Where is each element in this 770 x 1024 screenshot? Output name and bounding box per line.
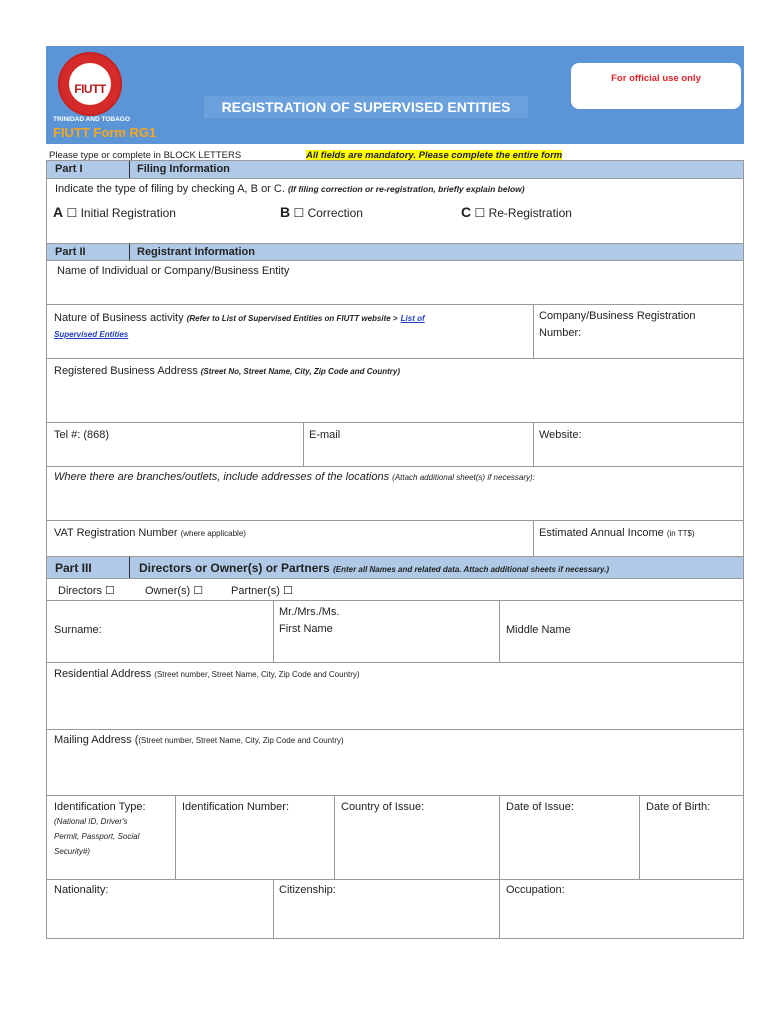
owners-checkbox[interactable]: Owner(s) ☐ (145, 585, 204, 597)
option-a[interactable]: A ☐ Initial Registration (53, 204, 176, 220)
official-use-label: For official use only (611, 73, 701, 84)
country-issue-label: Country of Issue: (341, 801, 425, 813)
part2-label: Part II (55, 246, 86, 258)
directors-checkbox[interactable]: Directors ☐ (58, 585, 115, 597)
tel-label: Tel #: (868) (54, 429, 110, 441)
official-use-box (571, 63, 741, 109)
part1-heading: Filing Information (137, 163, 230, 175)
option-c-checkbox[interactable]: ☐ (474, 206, 486, 220)
entity-name-field[interactable] (47, 279, 743, 303)
id-number-label: Identification Number: (182, 801, 289, 813)
logo-text: FIUTT (74, 82, 106, 96)
option-b-checkbox[interactable]: ☐ (293, 206, 305, 220)
option-b[interactable]: B ☐ Correction (280, 204, 363, 220)
registration-number-label-2: Number: (539, 327, 582, 339)
date-issue-label: Date of Issue: (506, 801, 574, 813)
nature-business-label: Nature of Business activity (Refer to List of Supervised Entities on FIUTT website > List of (54, 312, 425, 324)
part2-heading: Registrant Information (137, 246, 255, 258)
branches-field[interactable] (47, 486, 743, 520)
website-label: Website: (539, 429, 582, 441)
residential-address-field[interactable] (47, 683, 743, 727)
registration-form (46, 46, 744, 939)
option-a-checkbox[interactable]: ☐ (66, 206, 78, 220)
business-address-field[interactable] (47, 381, 743, 421)
supervised-entities-link-2[interactable]: Supervised Entities (54, 330, 129, 339)
country-label: TRINIDAD AND TOBAGO (53, 116, 130, 123)
id-type-label: Identification Type: (54, 801, 146, 813)
form-code: FIUTT Form RG1 (53, 125, 157, 140)
partners-checkbox[interactable]: Partner(s) ☐ (231, 585, 293, 597)
form-title: REGISTRATION OF SUPERVISED ENTITIES (204, 96, 528, 118)
mandatory-notice: All fields are mandatory. Please complete the entire form (306, 150, 563, 161)
form-grid: Part I Filing Information Indicate the type of filing by checking A, B or C. (If filing correction or re-registration, briefly explain below) A ☐ Initial Registration B ☐ Correction C ☐ Re-Registration Part II Registrant Information Name of Individual or Company/Business Entity Nature of Business activity (Refer to List of Supervised Entities on FIUTT website > List of Supervised Entities Company/Business Registration Number: Registered Business Address (Street No, Street Name, City, Zip Code and Country) Tel #: (868) E-mail Website: Where there are branches/outlets, include addresses of the locations (Attach additional sheet(s) if necessary): VAT Registration Number (where applicable) Estimated Annual Income (in TT$) Part III Directors or Owner(s) or Partners (Enter all Names and related data. Attach additional sheets if necessary.) Directors ☐ Owner(s) ☐ Partner(s) ☐ Surname: Mr./Mrs./Ms. First Name Middle Name Residential Address (Street number, Street Name, City, Zip Code and Country) Mailing Address ((Street number, Street Name, City, Zip Code and Country) Identification Type: (National ID, Driver's Permit, Passport, Social Security#) Identification Number: Country of Issue: Date of Issue: Date of Birth: Nationality: Citizenship: Occupation: (46, 160, 744, 939)
residential-address-label: Residential Address (Street number, Street Name, City, Zip Code and Country) (54, 668, 360, 680)
form-header (46, 46, 744, 144)
supervised-entities-link-1[interactable]: List of (400, 314, 425, 323)
mailing-address-field[interactable] (47, 749, 743, 793)
block-letters-instruction: Please type or complete in BLOCK LETTERS (49, 150, 242, 161)
surname-label: Surname: (54, 624, 102, 636)
mailing-address-label: Mailing Address ((Street number, Street Name, City, Zip Code and Country) (54, 734, 344, 746)
middle-name-label: Middle Name (506, 624, 571, 636)
fiutt-logo (58, 52, 122, 116)
income-label: Estimated Annual Income (in TT$) (539, 527, 695, 539)
part3-label: Part III (55, 561, 92, 575)
nationality-label: Nationality: (54, 884, 109, 896)
part3-heading: Directors or Owner(s) or Partners (Enter all Names and related data. Attach additional sheets if necessary.) (139, 561, 610, 575)
dob-label: Date of Birth: (646, 801, 711, 813)
first-name-label: First Name (279, 623, 333, 635)
business-address-label: Registered Business Address (Street No, Street Name, City, Zip Code and Country) (54, 365, 401, 377)
branches-label: Where there are branches/outlets, include addresses of the locations (Attach additional sheet(s) if necessary): (54, 471, 535, 483)
option-c[interactable]: C ☐ Re-Registration (461, 204, 572, 220)
registration-number-label: Company/Business Registration (539, 310, 696, 322)
title-label: Mr./Mrs./Ms. (279, 606, 340, 618)
part1-label: Part I (55, 163, 83, 175)
filing-instruction: Indicate the type of filing by checking A, B or C. (If filing correction or re-registration, briefly explain below) (55, 183, 525, 195)
vat-label: VAT Registration Number (where applicable) (54, 527, 246, 539)
citizenship-label: Citizenship: (279, 884, 336, 896)
entity-name-label: Name of Individual or Company/Business Entity (57, 265, 290, 277)
occupation-label: Occupation: (506, 884, 565, 896)
email-label: E-mail (309, 429, 341, 441)
